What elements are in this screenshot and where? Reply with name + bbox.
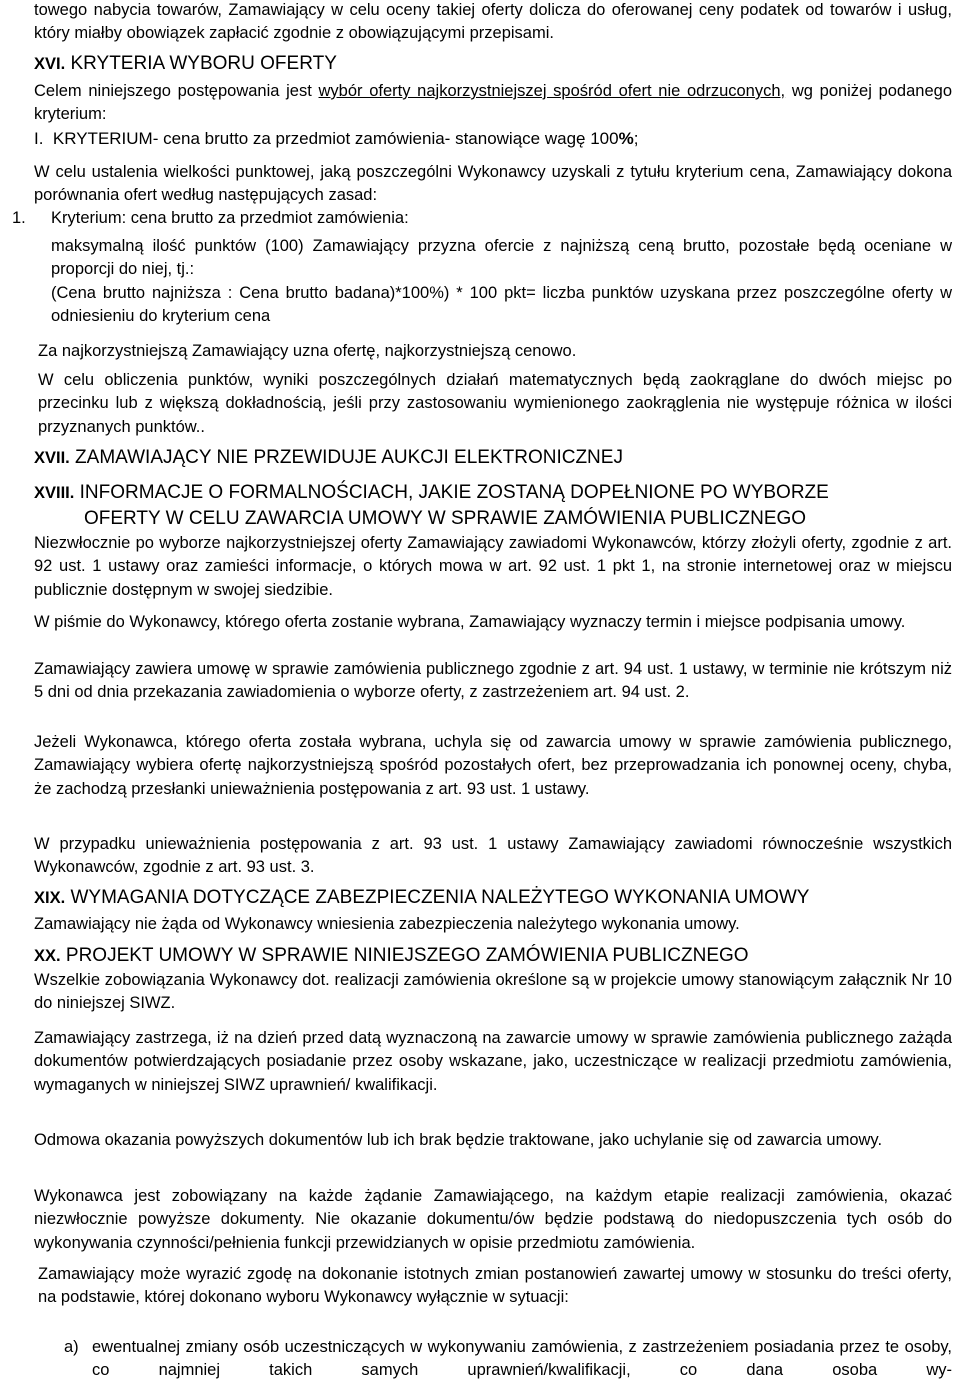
section-20-paragraph-2: Zamawiający zastrzega, iż na dzień przed datą wyznaczoną na zawarcie umowy w sprawie zamówienia publicznego zażąda dokumentów potwierdzających posiadanie przez osoby wskazane, jako, uczestniczące w realizacji przedmiotu zamówienia, wymaganych w niniejszej SIWZ uprawnień/ kwalifikacji. (34, 1029, 952, 1094)
item-1-number: 1. (12, 209, 26, 227)
section-18-title-line-1: INFORMACJE O FORMALNOŚCIACH, JAKIE ZOSTANĄ DOPEŁNIONE PO WYBORZE (79, 482, 829, 503)
section-20-paragraph-1: Wszelkie zobowiązania Wykonawcy dot. realizacji zamówienia określone są w projekcie umowy stanowiącym załącznik Nr 10 do niniejszej SIWZ. (34, 971, 952, 1013)
section-18-paragraph-4: Jeżeli Wykonawca, którego oferta została wybrana, uchyla się od zawarcia umowy w sprawie zamówienia publicznego, Zamawiający wybiera ofertę najkorzystniejszą spośród pozostałych ofert, bez przeprowadzania ich ponownej oceny, chyba, że zachodzą przesłanki unieważnienia postępowania z art. 93 ust. 1 ustawy. (34, 733, 952, 798)
section-17-title: ZAMAWIAJĄCY NIE PRZEWIDUJE AUKCJI ELEKTRONICZNEJ (75, 447, 623, 468)
criterion-end: ; (633, 129, 639, 148)
section-16-heading (34, 52, 337, 76)
section-19-title: WYMAGANIA DOTYCZĄCE ZABEZPIECZENIA NALEŻYTEGO WYKONANIA UMOWY (70, 887, 810, 908)
section-16-paragraph-4: W celu obliczenia punktów, wyniki poszczególnych działań matematycznych będą zaokrąglane do dwóch miejsc po przecinku lub z większą dokładnością, jeśli przy zastosowaniu wymienionego zaokrąglenia nie występuje różnica w ilości przyznanych punktów.. (38, 371, 952, 436)
criterion-line (34, 127, 952, 150)
item-1-formula: (Cena brutto najniższa : Cena brutto badana)*100%) * 100 pkt= liczba punktów uzyskana przez poszczególne oferty w odniesieniu do kryterium cena (51, 284, 952, 326)
section-20-paragraph-5: Zamawiający może wyrazić zgodę na dokonanie istotnych zmian postanowień zawartej umowy w stosunku do treści oferty, na podstawie, której dokonano wyboru Wykonawcy wyłącznie w sytuacji: (38, 1265, 952, 1307)
section-16-p1-underlined: wybór oferty najkorzystniejszej spośród ofert nie odrzuconych, (318, 82, 786, 100)
criterion-text: KRYTERIUM- cena brutto za przedmiot zamówienia- stanowiące wagę 100 (52, 129, 619, 148)
section-19-paragraph-1: Zamawiający nie żąda od Wykonawcy wniesienia zabezpieczenia należytego wykonania umowy. (34, 915, 740, 933)
section-20-number: XX. (34, 947, 61, 965)
section-16-paragraph-1 (34, 80, 952, 127)
section-16-title: KRYTERIA WYBORU OFERTY (70, 53, 337, 74)
criterion-number: I. (34, 129, 44, 148)
section-16-number: XVI. (34, 55, 66, 73)
section-18-paragraph-2: W piśmie do Wykonawcy, którego oferta zostanie wybrana, Zamawiający wyznaczy termin i miejsce podpisania umowy. (34, 613, 906, 631)
section-18-paragraph-1: Niezwłocznie po wyborze najkorzystniejszej oferty Zamawiający zawiadomi Wykonawców, którzy złożyli oferty, zgodnie z art. 92 ust. 1 ustawy oraz zamieści informacje, o których mowa w art. 92 ust. 1 pkt 1, na stronie internetowej oraz w miejscu publicznie dostępnym w swojej siedzibie. (34, 534, 952, 599)
section-16-paragraph-3: Za najkorzystniejszą Zamawiający uzna ofertę, najkorzystniejszą cenowo. (38, 342, 577, 360)
section-18-number: XVIII. (34, 484, 75, 502)
item-a-marker: a) (64, 1338, 79, 1356)
section-18-title-line-2: OFERTY W CELU ZAWARCIA UMOWY W SPRAWIE ZAMÓWIENIA PUBLICZNEGO (84, 508, 807, 529)
criterion-percent: % (618, 129, 634, 148)
section-20-heading (34, 944, 749, 968)
section-17-number: XVII. (34, 449, 70, 467)
section-19-number: XIX. (34, 889, 66, 907)
section-20-title: PROJEKT UMOWY W SPRAWIE NINIEJSZEGO ZAMÓWIENIA PUBLICZNEGO (65, 945, 749, 966)
section-19-heading (34, 886, 809, 910)
section-20-paragraph-4: Wykonawca jest zobowiązany na każde żądanie Zamawiającego, na każdym etapie realizacji zamówienia, okazać niezwłocznie powyższe dokumenty. Nie okazanie dokumentu/ów będzie podstawą do niedopuszczenia tych osób do wykonywania czynności/pełnienia funkcji przewidzianych w opisie przedmiotu zamówienia. (34, 1187, 952, 1252)
section-20-paragraph-3: Odmowa okazania powyższych dokumentów lub ich brak będzie traktowane, jako uchylanie się od zawarcia umowy. (34, 1131, 883, 1149)
section-16-p1-pre: Celem niniejszego postępowania jest (34, 82, 319, 100)
section-18-paragraph-3: Zamawiający zawiera umowę w sprawie zamówienia publicznego zgodnie z art. 94 ust. 1 ustawy, w terminie nie krótszym niż 5 dni od dnia przekazania zawiadomienia o wyborze oferty, z zastrzeżeniem art. 94 ust. 2. (34, 660, 952, 702)
section-18-paragraph-5: W przypadku unieważnienia postępowania z art. 93 ust. 1 ustawy Zamawiający zawiadomi równocześnie wszystkich Wykonawców, zgodnie z art. 93 ust. 3. (34, 835, 952, 877)
section-16-p1-post: wg poniżej podanego kryterium: (34, 82, 952, 124)
item-a-text: ewentualnej zmiany osób uczestniczących w wykonywaniu zamówienia, z zastrzeżeniem posiadania przez te osoby, co najmniej takich samych uprawnień/kwalifikacji, co dana osoba wy- (92, 1338, 952, 1380)
section-18-heading (34, 481, 829, 505)
section-16-paragraph-2: W celu ustalenia wielkości punktowej, jaką poszczególni Wykonawcy uzyskali z tytułu kryterium cena, Zamawiający dokona porównania ofert według następujących zasad: (34, 163, 952, 205)
section-17-heading (34, 446, 623, 470)
item-1-paragraph-1: maksymalną ilość punktów (100) Zamawiający przyzna ofercie z najniższą ceną brutto, pozostałe będą oceniane w proporcji do niej, tj.: (51, 237, 952, 279)
intro-paragraph: towego nabycia towarów, Zamawiający w celu oceny takiej oferty dolicza do oferowanej ceny podatek od towarów i usług, który miałby obowiązek zapłacić zgodnie z obowiązującymi przepisami. (34, 1, 952, 43)
item-1-title: Kryterium: cena brutto za przedmiot zamówienia: (51, 209, 409, 227)
